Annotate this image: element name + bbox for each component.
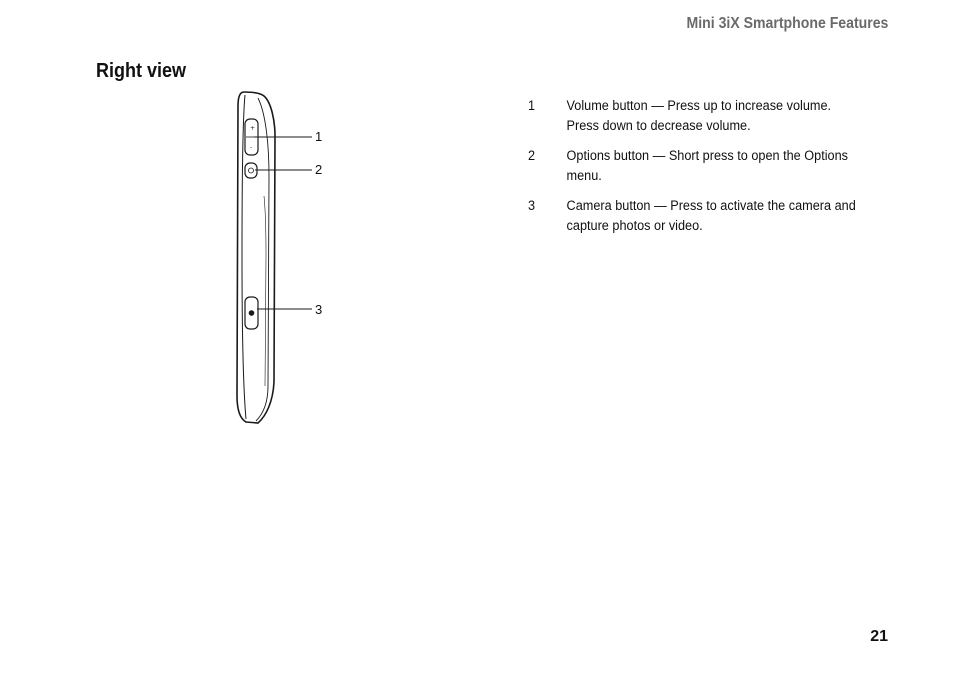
section-title: Right view — [96, 60, 187, 82]
running-header: Mini 3iX Smartphone Features — [686, 15, 888, 32]
svg-text:-: - — [250, 144, 253, 151]
callout-number-1: 1 — [315, 129, 323, 144]
list-item-options — [528, 146, 866, 186]
item-number: 2 — [528, 148, 536, 163]
callout-number-2: 2 — [315, 162, 323, 177]
item-term: Options button — — [566, 148, 666, 163]
list-item-camera — [528, 196, 866, 236]
svg-text:+: + — [250, 125, 256, 132]
item-term: Volume button — [566, 98, 648, 113]
item-number: 1 — [528, 98, 536, 113]
page-number: 21 — [870, 628, 888, 645]
feature-description-list — [528, 96, 888, 246]
item-description: — Press up to increase volume. Press down to decrease volume. — [566, 98, 832, 133]
item-term: Camera button — [566, 198, 651, 213]
list-item-volume — [528, 96, 866, 136]
item-number: 3 — [528, 198, 536, 213]
item-description: Short press to open the Options menu. — [566, 148, 849, 183]
item-description: — Press to activate the camera and capture photos or video. — [566, 198, 856, 233]
phone-right-view-illustration — [228, 86, 338, 428]
callout-number-3: 3 — [315, 302, 323, 317]
